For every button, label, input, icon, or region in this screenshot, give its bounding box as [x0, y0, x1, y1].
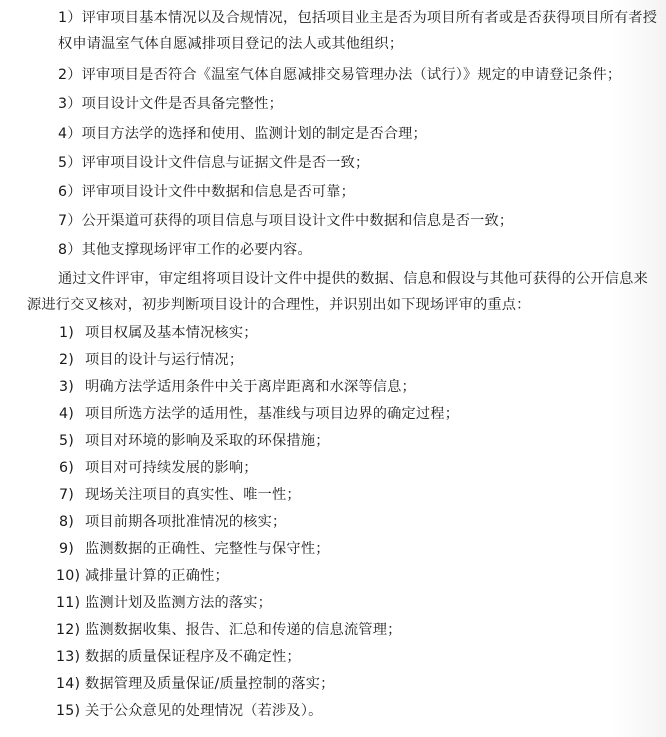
focus-item-12: 12) 监测数据收集、报告、汇总和传递的信息流管理； [56, 622, 402, 638]
summary-paragraph-line-1: 通过文件评审，审定组将项目设计文件中提供的数据、信息和假设与其他可获得的公开信息来 [58, 271, 648, 287]
review-item-4: 4）项目方法学的选择和使用、监测计划的制定是否合理； [58, 126, 427, 142]
review-item-1-line-2: 权申请温室气体自愿减排项目登记的法人或其他组织； [58, 36, 404, 52]
focus-item-7: 7) 现场关注项目的真实性、唯一性； [59, 487, 301, 503]
review-item-1-line-1: 1）评审项目基本情况以及合规情况，包括项目业主是否为项目所有者或是否获得项目所有者授 [58, 10, 658, 26]
focus-item-1: 1) 项目权属及基本情况核实； [59, 325, 258, 341]
review-item-6: 6）评审项目设计文件中数据和信息是否可靠； [58, 184, 355, 200]
review-item-7: 7）公开渠道可获得的项目信息与项目设计文件中数据和信息是否一致； [58, 213, 514, 229]
focus-item-10: 10) 减排量计算的正确性； [56, 568, 229, 584]
review-item-8: 8）其他支撑现场评审工作的必要内容。 [58, 242, 312, 258]
focus-item-15: 15) 关于公众意见的处理情况（若涉及）。 [56, 703, 323, 719]
review-item-2: 2）评审项目是否符合《温室气体自愿减排交易管理办法（试行）》规定的申请登记条件； [58, 67, 622, 83]
summary-paragraph-line-2: 源进行交叉核对，初步判断项目设计的合理性，并识别出如下现场评审的重点： [27, 297, 531, 313]
focus-item-6: 6) 项目对可持续发展的影响； [59, 460, 258, 476]
review-item-5: 5）评审项目设计文件信息与证据文件是否一致； [58, 155, 370, 171]
focus-item-14: 14) 数据管理及质量保证/质量控制的落实； [56, 676, 335, 692]
focus-item-8: 8) 项目前期各项批准情况的核实； [59, 514, 287, 530]
focus-item-4: 4) 项目所选方法学的适用性，基准线与项目边界的确定过程； [59, 406, 460, 422]
focus-item-11: 11) 监测计划及监测方法的落实； [56, 595, 273, 611]
focus-item-3: 3) 明确方法学适用条件中关于离岸距离和水深等信息； [59, 379, 416, 395]
review-item-3: 3）项目设计文件是否具备完整性； [58, 96, 284, 112]
focus-item-2: 2) 项目的设计与运行情况； [59, 352, 244, 368]
focus-item-13: 13) 数据的质量保证程序及不确定性； [56, 649, 301, 665]
focus-item-5: 5) 项目对环境的影响及采取的环保措施； [59, 433, 330, 449]
focus-item-9: 9) 监测数据的正确性、完整性与保守性； [59, 541, 330, 557]
